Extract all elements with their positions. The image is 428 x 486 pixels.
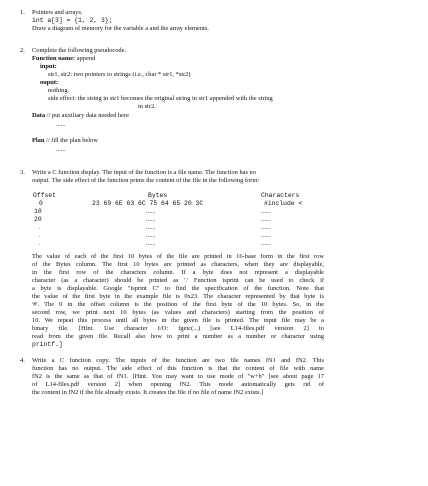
- table-row-4-bytes: ......: [146, 232, 156, 239]
- q3-para-line-6: the value of the first byte in the example file is 0x23. The character represented by that byte is: [32, 293, 324, 300]
- table-row-5-chars: ......: [261, 240, 271, 247]
- q2-number: 2.: [20, 47, 25, 54]
- q4-line-5: the content in fN2 if the file already exists. It creates the file if no file of name fN2 exists.]: [32, 389, 264, 396]
- q3-para-line-12: printf.]: [32, 341, 63, 348]
- table-row-4-offset: .: [39, 232, 41, 239]
- q2-plan-text: // fill the plan below: [46, 137, 98, 144]
- q2-data-label: Data: [32, 112, 46, 119]
- q3-para-line-10: binary file. [Hint. Use character I/O: fgetc(...) [see L14-files.pdf version 2] to: [32, 325, 324, 332]
- q3-intro-line-1: Write a C function display. The input of the function is a file name. The function has no: [32, 169, 256, 176]
- q4-line-2: function has no output. The side effect of this function is that the content of file with name: [32, 365, 324, 372]
- table-row-0-bytes: 23 69 6E 63 6C 75 64 65 20 3C: [92, 200, 204, 207]
- table-row-2-chars: ......: [261, 216, 271, 223]
- q2-function-line: [32, 55, 95, 63]
- q3-para-line-1: The value of each of the first 10 bytes of the file are printed in 16-base form in the first row: [32, 253, 324, 260]
- q2-side-effect-cont: in str2.: [138, 103, 156, 110]
- q2-side-effect: side effect: the string in str1 becomes the original string in str1 appended with the string: [48, 95, 273, 102]
- q2-input-text: str1, str2: two pointers to strings (i.e., char * str1, *str2): [48, 71, 191, 78]
- q3-para-line-11: read from the given file. Recall also how to print a number as a number or character using: [32, 333, 324, 340]
- q2-function-label: Function name:: [32, 55, 76, 62]
- q4-number: 4.: [20, 357, 25, 364]
- q2-data-dots: ......: [56, 121, 66, 128]
- table-row-1-bytes: ......: [146, 208, 156, 215]
- q3-para-line-9: 10. We repeat this process until all bytes in the given file is printed. The input file may be a: [32, 317, 324, 324]
- table-row-1-offset: 10: [34, 208, 42, 215]
- table-row-3-bytes: ......: [146, 224, 156, 231]
- table-row-5-bytes: ......: [146, 240, 156, 247]
- q4-line-1: Write a C function copy. The inputs of the function are two file names fN1 and fN2. This: [32, 357, 324, 364]
- table-header-offset: Offset: [33, 192, 57, 199]
- table-row-3-chars: ......: [261, 224, 271, 231]
- q3-para-line-2: of the Bytes column. The first 10 bytes are printed as characters, when they are displayable,: [32, 261, 324, 268]
- table-row-4-chars: ......: [261, 232, 271, 239]
- q2-output-label: ouput:: [40, 79, 59, 86]
- q3-para-line-7: '#'. The 0 in the offset column is the position of the first byte of the 10 bytes. So, in the: [32, 301, 324, 308]
- q1-code: int a[3] = {1, 2, 3};: [32, 17, 113, 24]
- q3-intro-line-2: output. The side effect of the function prints the content of the file in the following form:: [32, 177, 260, 184]
- q2-output-nothing: nothing.: [48, 87, 70, 94]
- q2-plan-line: [32, 137, 98, 145]
- table-row-2-offset: 20: [34, 216, 42, 223]
- q4-line-4: of L14-files.pdf version 2] when opening fN2. This mode automatically gets rid of: [32, 381, 324, 388]
- table-row-3-offset: .: [39, 224, 41, 231]
- table-row-0-chars: #include <: [264, 200, 303, 207]
- q2-plan-label: Plan: [32, 137, 45, 144]
- q2-plan-dots: ......: [56, 146, 66, 153]
- table-row-1-chars: ......: [261, 208, 271, 215]
- q2-function-name: append: [76, 55, 96, 62]
- q1-number: 1.: [20, 9, 25, 16]
- q3-para-line-3: in the first row of the characters column. If a byte does not represent a displayable: [32, 269, 324, 276]
- q3-para-line-8: second row, we print next 10 bytes (as values and characters) starting from the position of: [32, 309, 324, 316]
- q2-data-text: // put auxiliary data needed here: [46, 112, 129, 119]
- table-header-bytes: Bytes: [148, 192, 168, 199]
- table-row-2-bytes: ......: [146, 216, 156, 223]
- table-row-0-offset: 0: [39, 200, 43, 207]
- table-row-5-offset: .: [39, 240, 41, 247]
- q3-number: 3.: [20, 169, 25, 176]
- q2-data-line: [32, 112, 129, 120]
- q4-line-3: fN2 is the same as that of fN1. [Hint. You may want to use mode of "w+b" [see about page 17: [32, 373, 324, 380]
- q2-title: Complete the following pseudocode.: [32, 47, 127, 54]
- q1-text: Draw a diagram of memory for the variable a and the array elements.: [32, 25, 209, 32]
- q1-title: Pointers and arrays.: [32, 9, 83, 16]
- q2-input-label: input:: [40, 63, 57, 70]
- table-header-characters: Characters: [261, 192, 300, 199]
- q3-para-line-4: character (as a character) should be printed as '.' Function isprint can be used to check if: [32, 277, 324, 284]
- q3-para-line-5: a byte is displayable. Google "isprint C" to find the specification of the function. Note that: [32, 285, 324, 292]
